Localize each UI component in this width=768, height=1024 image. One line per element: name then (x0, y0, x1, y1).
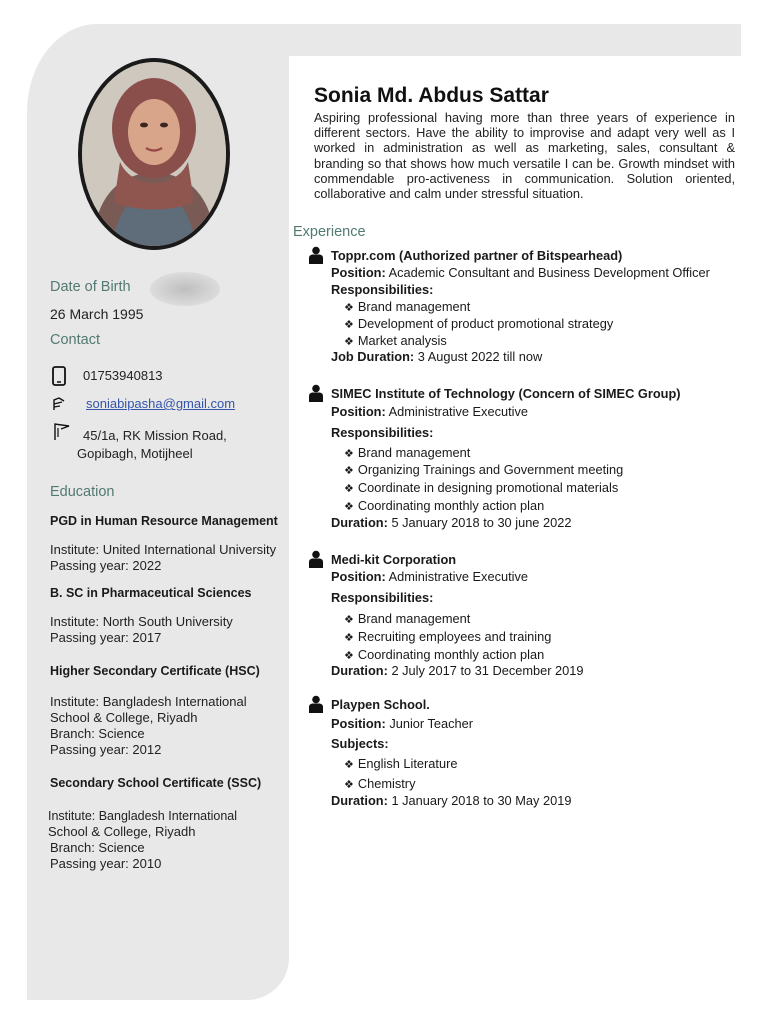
position-label: Position: (331, 716, 386, 731)
person-icon (308, 246, 324, 264)
dob-title: Date of Birth (50, 279, 131, 295)
diamond-bullet-icon: ❖ (344, 650, 354, 662)
job-position: Junior Teacher (389, 716, 474, 731)
education-detail: Branch: Science (50, 840, 145, 855)
diamond-bullet-icon: ❖ (344, 779, 354, 791)
list-item: Organizing Trainings and Government meeting (357, 462, 624, 477)
education-detail: Passing year: 2022 (50, 558, 162, 573)
education-detail: Passing year: 2017 (50, 630, 162, 645)
list-item: English Literature (357, 756, 458, 771)
education-degree: B. SC in Pharmaceutical Sciences (50, 586, 252, 600)
profile-summary: Aspiring professional having more than three years of experience in different sectors. Have the ability to improvise and adapt very well as I worked in administration as well as marketing, sales, consultant & branding so that shows how much versatile I can be. Growth mindset with commendable pro-activeness in communication. Solution oriented, collaborative and calm under stressful situation. (314, 110, 735, 202)
education-degree: Secondary School Certificate (SSC) (50, 776, 262, 790)
job-duration: 3 August 2022 till now (417, 349, 543, 364)
education-degree: Higher Secondary Certificate (HSC) (50, 664, 260, 678)
list-item: Brand management (357, 611, 471, 626)
duration-label: Duration: (331, 663, 388, 678)
diamond-bullet-icon: ❖ (344, 302, 354, 314)
person-icon (308, 550, 324, 568)
job-duration: 2 July 2017 to 31 December 2019 (391, 663, 584, 678)
list-item: Development of product promotional strategy (357, 316, 614, 331)
list-item: Coordinate in designing promotional materials (357, 480, 619, 495)
job-entry (308, 550, 748, 680)
job-duration: 1 January 2018 to 30 May 2019 (391, 793, 572, 808)
education-detail: School & College, Riyadh (48, 824, 196, 839)
education-title: Education (50, 484, 115, 500)
job-position: Administrative Executive (388, 569, 529, 584)
diamond-bullet-icon: ❖ (344, 319, 354, 331)
education-detail: Passing year: 2010 (50, 856, 162, 871)
header-band (170, 24, 741, 56)
diamond-bullet-icon: ❖ (344, 483, 354, 495)
diamond-bullet-icon: ❖ (344, 501, 354, 513)
duration-label: Duration: (331, 793, 388, 808)
job-company: Playpen School. (331, 696, 430, 712)
education-detail: Institute: Bangladesh International (48, 809, 238, 823)
diamond-bullet-icon: ❖ (344, 632, 354, 644)
phone-number: 01753940813 (83, 368, 163, 383)
job-entry (308, 246, 748, 376)
diamond-bullet-icon: ❖ (344, 759, 354, 771)
list-item: Recruiting employees and training (357, 629, 552, 644)
email-link[interactable]: soniabipasha@gmail.com (86, 396, 236, 411)
contact-title: Contact (50, 332, 100, 348)
list-item: Market analysis (357, 333, 447, 348)
responsibilities-label: Responsibilities: (331, 425, 434, 440)
responsibilities-label: Responsibilities: (331, 282, 434, 297)
education-detail: Passing year: 2012 (50, 742, 162, 757)
list-item: Brand management (357, 445, 471, 460)
candidate-name: Sonia Md. Abdus Sattar (314, 84, 549, 107)
duration-label: Duration: (331, 515, 388, 530)
education-detail: Institute: North South University (50, 614, 233, 629)
position-label: Position: (331, 569, 386, 584)
phone-icon (52, 366, 66, 391)
address-line-2: Gopibagh, Motijheel (77, 446, 193, 461)
diamond-bullet-icon: ❖ (344, 336, 354, 348)
subjects-label: Subjects: (331, 736, 389, 751)
dob-value: 26 March 1995 (50, 306, 144, 322)
job-position: Academic Consultant and Business Development Officer (388, 265, 710, 280)
responsibilities-label: Responsibilities: (331, 590, 434, 605)
location-icon (52, 422, 72, 447)
job-duration: 5 January 2018 to 30 june 2022 (391, 515, 572, 530)
job-company: Medi-kit Corporation (331, 551, 457, 567)
duration-label: Job Duration: (331, 349, 415, 364)
education-degree: PGD in Human Resource Management (50, 514, 278, 528)
diamond-bullet-icon: ❖ (344, 448, 354, 460)
decorative-shadow (150, 272, 220, 306)
email-icon (51, 396, 67, 417)
education-detail: Institute: Bangladesh International (50, 694, 247, 709)
list-item: Coordinating monthly action plan (357, 647, 545, 662)
education-detail: School & College, Riyadh (50, 710, 198, 725)
profile-photo (78, 58, 230, 250)
position-label: Position: (331, 404, 386, 419)
job-company: SIMEC Institute of Technology (Concern of SIMEC Group) (331, 385, 681, 401)
address-line-1: 45/1a, RK Mission Road, (83, 428, 227, 443)
person-icon (308, 384, 324, 402)
person-icon (308, 695, 324, 713)
job-entry (308, 384, 748, 534)
diamond-bullet-icon: ❖ (344, 465, 354, 477)
list-item: Chemistry (357, 776, 416, 791)
list-item: Coordinating monthly action plan (357, 498, 545, 513)
diamond-bullet-icon: ❖ (344, 614, 354, 626)
job-position: Administrative Executive (388, 404, 529, 419)
experience-title: Experience (293, 224, 366, 240)
position-label: Position: (331, 265, 386, 280)
education-detail: Institute: United International University (50, 542, 277, 557)
job-company: Toppr.com (Authorized partner of Bitspearhead) (331, 247, 623, 263)
list-item: Brand management (357, 299, 471, 314)
job-entry (308, 695, 748, 815)
education-detail: Branch: Science (50, 726, 145, 741)
